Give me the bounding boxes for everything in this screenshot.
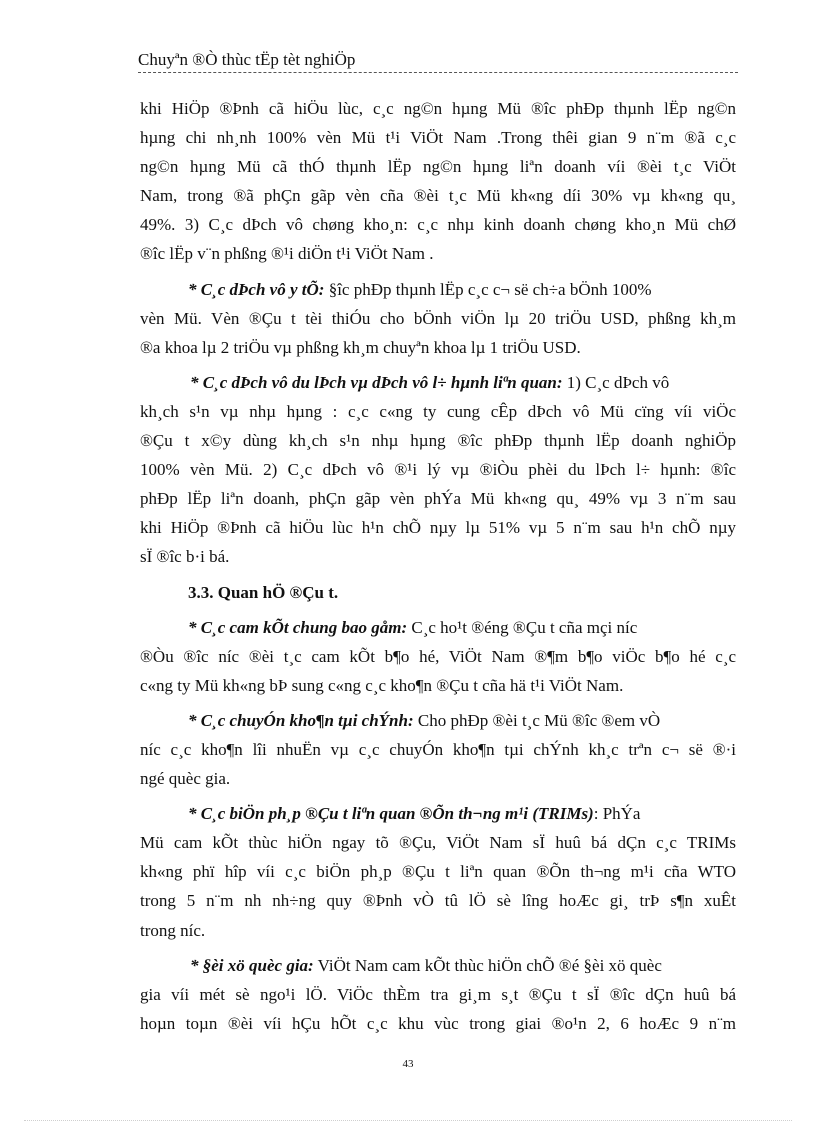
text-line: Mü cam kÕt thùc hiÖn ngay tõ ®Çu, ViÖt Nam sÏ huû bá dÇn c¸c TRIMs (140, 833, 736, 853)
text-line: Nam, trong ®ã phÇn gãp vèn cña ®èi t¸c Mü kh«ng díi 30% vµ kh«ng qu¸ (140, 186, 736, 206)
text-line: * C¸c dÞch vô y tÕ: §îc phÐp thµnh lËp c¸c c¬ së ch÷a bÖnh 100% (188, 279, 652, 299)
page-bottom-divider (24, 1120, 792, 1121)
text-line: 49%. 3) C¸c dÞch vô chøng kho¸n: c¸c nhµ kinh doanh chøng kho¸n Mü chØ (140, 215, 736, 235)
text-line: * C¸c chuyÓn kho¶n tµi chÝnh: Cho phÐp ®èi t¸c Mü ®îc ®em vÒ (188, 710, 661, 730)
text-line: gia víi mét sè ngo¹i lÖ. ViÖc thÈm tra gi¸m s¸t ®Çu t sÏ ®îc dÇn huû bá (140, 984, 736, 1004)
text-line: hoµn toµn ®èi víi hÇu hÕt c¸c khu vùc trong giai ®o¹n 2, 6 hoÆc 9 n¨m (140, 1013, 736, 1033)
text-line: hµng chi nh¸nh 100% vèn Mü t¹i ViÖt Nam .Trong thêi gian 9 n¨m ®ã c¸c (140, 128, 736, 148)
text-line: kh«ng phï hîp víi c¸c biÖn ph¸p ®Çu t liªn quan ®Õn th¬ng m¹i cña WTO (140, 862, 736, 882)
text-line: trong níc. (140, 920, 206, 940)
text-line: ngé quèc gia. (140, 769, 231, 789)
text-line: * §èi xö quèc gia: ViÖt Nam cam kÕt thùc hiÖn chÕ ®é §èi xö quèc (190, 955, 662, 975)
text-line: * C¸c dÞch vô du lÞch vµ dÞch vô l÷ hµnh liªn quan: 1) C¸c dÞch vô (190, 372, 670, 392)
page-body (140, 94, 736, 1038)
text-line: phÐp lËp liªn doanh, phÇn gãp vèn phÝa Mü kh«ng qu¸ 49% vµ 3 n¨m sau (140, 489, 736, 509)
text-line: 100% vèn Mü. 2) C¸c dÞch vô ®¹i lý vµ ®iÒu phèi du lÞch l÷ hµnh: ®îc (140, 460, 736, 480)
paragraph-heading: * C¸c dÞch vô y tÕ: (188, 279, 325, 299)
text-line: sÏ ®îc b·i bá. (140, 547, 230, 567)
text-line: * C¸c cam kÕt chung bao gåm: C¸c ho¹t ®éng ®Çu t cña mçi níc (188, 617, 638, 637)
paragraph-heading: * C¸c dÞch vô du lÞch vµ dÞch vô l÷ hµnh liªn quan: (190, 372, 563, 392)
page-number: 43 (402, 1058, 414, 1070)
paragraph-heading: * C¸c chuyÓn kho¶n tµi chÝnh: (188, 710, 414, 730)
section-heading: 3.3. Quan hÖ ®Çu t. (188, 582, 339, 602)
paragraph-general-commitments (140, 613, 736, 700)
paragraph-trims (140, 799, 736, 944)
text-line: c«ng ty Mü kh«ng bÞ sung c«ng c¸c kho¶n ®Çu t cña hä t¹i ViÖt Nam. (140, 675, 624, 695)
text-line: * C¸c biÖn ph¸p ®Çu t liªn quan ®Õn th¬ng m¹i (TRIMs): PhÝa (188, 804, 641, 824)
text-line: ®îc lËp v¨n phßng ®¹i diÖn t¹i ViÖt Nam . (140, 244, 434, 264)
text-line: níc c¸c kho¶n lîi nhuËn vµ c¸c chuyÓn kho¶n tµi chÝnh kh¸c trªn c¬ së ®·i (140, 739, 736, 759)
paragraph-heading: * C¸c biÖn ph¸p ®Çu t liªn quan ®Õn th¬ng m¹i (TRIMs) (188, 804, 594, 824)
running-header: Chuyªn ®Ò thùc tËp tèt nghiÖp (138, 50, 738, 73)
paragraph-financial-transfers (140, 706, 736, 793)
paragraph-tourism-services (140, 368, 736, 572)
paragraph-health-services (140, 275, 736, 362)
text-line: ®Òu ®îc níc ®èi t¸c cam kÕt b¶o hé, ViÖt Nam ®¶m b¶o viÖc b¶o hé c¸c (140, 646, 736, 666)
text-line: khi HiÖp ®Þnh cã hiÖu lùc h¹n chÕ nµy lµ 51% vµ 5 n¨m sau h¹n chÕ nµy (140, 518, 736, 538)
text-line: trong 5 n¨m nh nh÷ng quy ®Þnh vÒ tû lÖ sè lîng hoÆc gi¸ trÞ s¶n xuÊt (140, 891, 736, 911)
text-line: ®a khoa lµ 2 triÖu vµ phßng kh¸m chuyªn khoa lµ 1 triÖu USD. (140, 337, 581, 357)
text-line: vèn Mü. Vèn ®Çu t tèi thiÓu cho bÖnh viÖn lµ 20 triÖu USD, phßng kh¸m (140, 308, 736, 328)
text-line: ng©n hµng Mü cã thÓ thµnh lËp ng©n hµng liªn doanh víi ®èi t¸c ViÖt (140, 157, 736, 177)
paragraph-heading: * C¸c cam kÕt chung bao gåm: (188, 617, 408, 637)
paragraph-heading: * §èi xö quèc gia: (190, 955, 314, 975)
text-line: ®Çu t x©y dùng kh¸ch s¹n nhµ hµng ®îc phÐp thµnh lËp doanh nghiÖp (140, 431, 736, 451)
paragraph-banking (140, 94, 736, 269)
text-line: khi HiÖp ®Þnh cã hiÖu lùc, c¸c ng©n hµng Mü ®îc phÐp thµnh lËp ng©n (140, 99, 736, 118)
text-line: kh¸ch s¹n vµ nhµ hµng : c¸c c«ng ty cung cÊp dÞch vô Mü cïng víi viÖc (140, 401, 736, 421)
paragraph-national-treatment (140, 951, 736, 1038)
